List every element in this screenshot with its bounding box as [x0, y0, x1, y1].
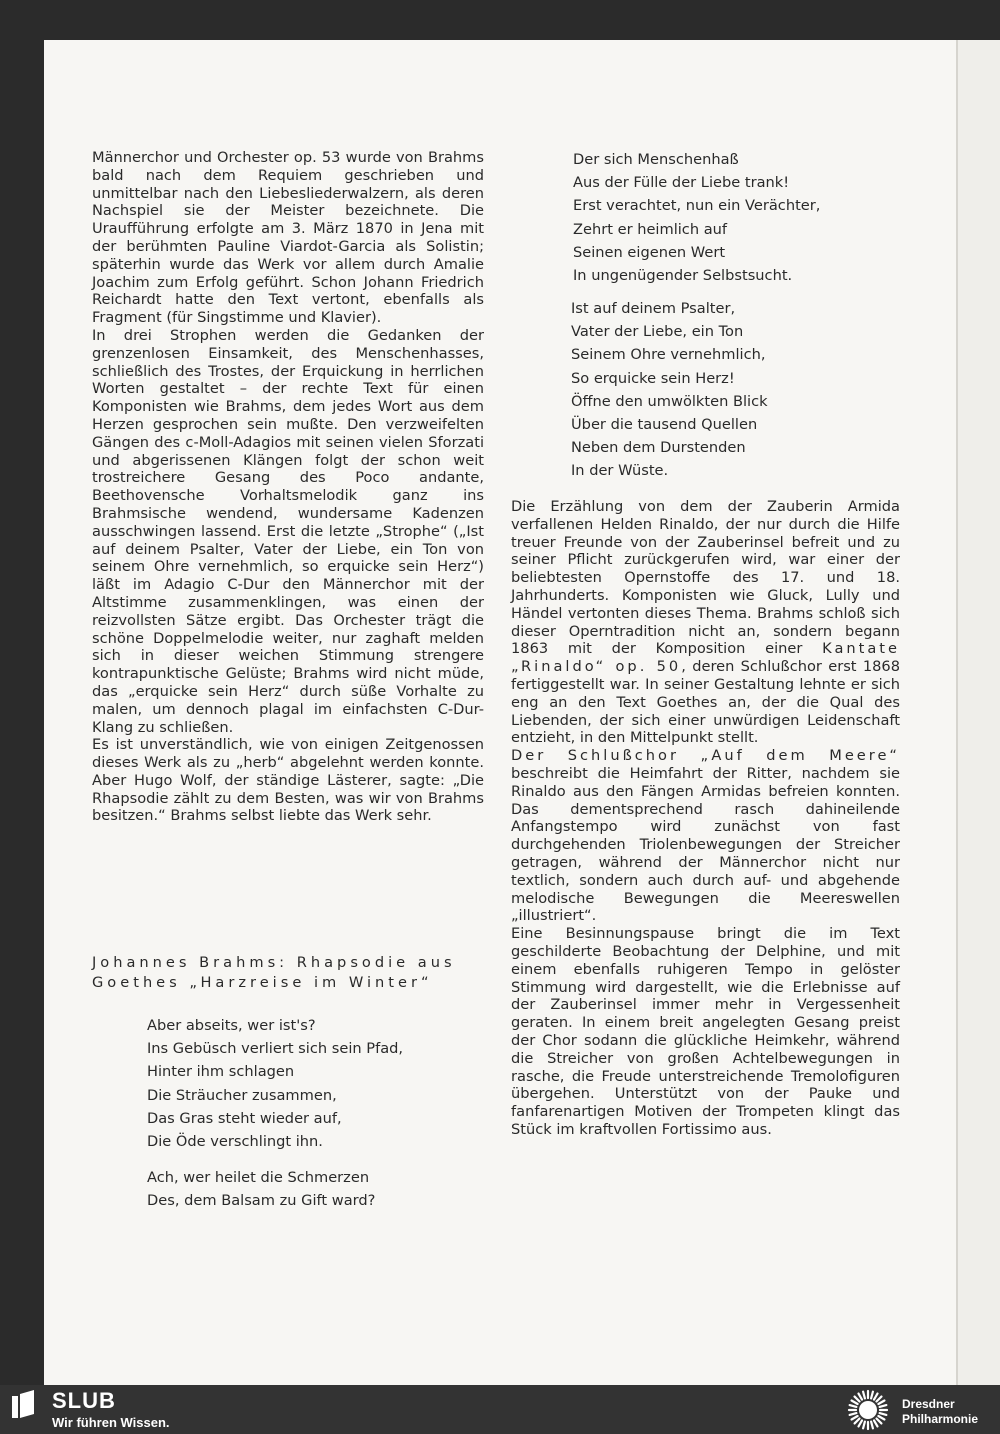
poem-stanza	[571, 297, 768, 483]
slub-tagline: Wir führen Wissen.	[52, 1415, 170, 1430]
poem-line: Ist auf deinem Psalter,	[571, 300, 736, 317]
work-heading	[92, 953, 484, 993]
logo-ray	[871, 1422, 873, 1429]
paragraph-text: , deren Schlußchor erst 1868 fertiggestellt war. In seiner Gestaltung lehnte er sich eng an den Text Goethes an, der die Qual des Liebenden, der sich einer unwürdigen Leidenschaft entzieht, in den Mittelpunkt stellt.	[511, 658, 900, 747]
poem-line: Die Öde verschlingt ihn.	[147, 1133, 323, 1151]
poem-line: Der sich Menschenhaß	[573, 151, 739, 168]
partner-name-line: Philharmonie	[902, 1412, 979, 1426]
logo-ray	[876, 1418, 881, 1423]
poem-stanza	[573, 148, 820, 287]
logo-ray	[878, 1401, 884, 1405]
logo-ray	[850, 1405, 857, 1407]
paragraph-strophen: In drei Strophen werden die Gedanken der grenzenlosen Einsamkeit, des Menschenhasses, schließlich des Trostes, der Erquickung in herrlichen Worten gestaltet – der rechte Text für einen Komponisten wie Brahms, dem jedes Wort aus dem Herzen gesprochen sein mußte. Den verzweifelten Gängen des c-Moll-Adagios mit seinen vielen Sforzati und abgerissenen Klängen folgt der schon weit trostreichere Gesang des Poco andante, Beethovensche Vorhaltsmelodik ganz ins Brahmsische wendend, wundersame Kadenzen ausschwingen lassend. Erst die letzte „Strophe“ („Ist auf deinem Psalter, Vater der Liebe, ein Ton von seinem Ohre vernehmlich, so erquicke sein Herz“) läßt im Adagio C-Dur den Männerchor mit der Altstimme zusammenklingen, was einen der reizvollsten Sätze ergibt. Das Orchester trägt die schöne Doppelmelodie weiter, nur zaghaft melden sich in dieser weichen Stimmung strengere kontrapunktische Gelüste; Brahms wird nicht müde, das „erquicke sein Herz“ durch süße Vorhalte zu malen, um dennoch plagal im einfachsten C-Dur-Klang zu schließen.	[92, 326, 484, 736]
paragraph-text: Die Erzählung von dem der Zauberin Armida verfallenen Helden Rinaldo, der nur durch die Hilfe treuer Freunde von der Zauberinsel befreit und zu seiner Pflicht zurückgerufen wird, war einer der beliebtesten Opernstoffe des 17. und 18. Jahrhunderts. Komponisten wie Gluck, Lully und Händel vertonten dieses Thema. Brahms schloß sich dieser Operntradition nicht an, sondern begann 1863 mit der Komposition einer	[511, 498, 900, 658]
logo-ray	[859, 1420, 863, 1426]
slub-name: SLUB	[52, 1388, 116, 1413]
left-column-text	[92, 149, 484, 825]
poem-line: Über die tausend Quellen	[571, 416, 758, 434]
poem-line: Neben dem Durstenden	[571, 439, 746, 457]
poem-line: Die Sträucher zusammen,	[147, 1086, 337, 1104]
paragraph-reception: Es ist unverständlich, wie von einigen Zeitgenossen dieses Werk als zu „herb“ abgelehnt werden konnte. Aber Hugo Wolf, der ständige Lästerer, sagte: „Die Rhapsodie zählt zu dem Besten, was wir von Brahms besitzen.“ Brahms selbst liebte das Werk sehr.	[92, 736, 484, 825]
logo-ray	[871, 1392, 873, 1399]
poem-line: Aber abseits, wer ist's?	[147, 1017, 316, 1034]
poem-line: Aus der Fülle der Liebe trank!	[573, 174, 790, 192]
logo-ray	[880, 1413, 887, 1415]
logo-ray	[874, 1394, 878, 1400]
logo-ray	[880, 1405, 887, 1407]
logo-ray	[863, 1422, 865, 1429]
slub-logo-icon	[12, 1390, 38, 1420]
poem-line: Ach, wer heilet die Schmerzen	[147, 1169, 370, 1186]
poem-line: Des, dem Balsam zu Gift ward?	[147, 1192, 376, 1210]
poem-line: In der Wüste.	[571, 462, 669, 480]
poem-line: Öffne den umwölkten Blick	[571, 392, 768, 410]
heading-line: Goethes „Harzreise im Winter“	[92, 974, 433, 991]
logo-ray	[876, 1397, 881, 1402]
poem-line: Erst verachtet, nun ein Verächter,	[573, 197, 821, 215]
logo-ray	[852, 1401, 858, 1405]
poem-line: Seinen eigenen Wert	[573, 243, 726, 261]
poem-line: Zehrt er heimlich auf	[573, 220, 728, 238]
paragraph-text: beschreibt die Heimfahrt der Ritter, nachdem sie Rinaldo aus den Fängen Armidas befreien konnten. Das dementsprechend rasch dahineilende Anfangstempo wird zunächst von fast durchgehenden Triolenbewegungen der Streicher getragen, während der Männerchor nicht nur textlich, sondern auch durch auf- und abgehende melodische Bewegungen die Meereswellen „illustriert“.	[511, 764, 900, 925]
heading-line: Johannes Brahms: Rhapsodie aus	[92, 954, 456, 971]
paragraph-rinaldo	[511, 498, 900, 747]
logo-ray	[855, 1397, 860, 1402]
spaced-title: Kantate „Rinaldo“ op. 50	[511, 640, 901, 676]
poem-line: Seinem Ohre vernehmlich,	[571, 346, 766, 364]
poem-stanza	[147, 1166, 375, 1212]
poem-line: Hinter ihm schlagen	[147, 1063, 295, 1081]
paragraph-intro: Männerchor und Orchester op. 53 wurde von Brahms bald nach dem Requiem geschrieben und unmittelbar nach den Liebesliederwalzern, als deren Nachspiel sie der Meister bezeichnete. Die Uraufführung erfolgte am 3. März 1870 in Jena mit der berühmten Pauline Viardot-Garcia als Solistin; späterhin wurde das Werk vor allem durch Amalie Joachim zum Erfolg geführt. Schon Johann Friedrich Reichardt hatte den Text vertont, ebenfalls als Fragment (für Singstimme und Klavier).	[92, 149, 484, 327]
logo-ray	[863, 1392, 865, 1399]
spaced-title: Der Schlußchor „Auf dem Meere“	[511, 747, 900, 765]
poem-line: Ins Gebüsch verliert sich sein Pfad,	[147, 1040, 404, 1058]
logo-ray	[855, 1418, 860, 1423]
logo-ray	[850, 1413, 857, 1415]
poem-stanza	[147, 1014, 403, 1153]
poem-line: Das Gras steht wieder auf,	[147, 1109, 342, 1127]
logo-ray	[874, 1420, 878, 1426]
dresdner-philharmonie-logo-icon	[842, 1388, 894, 1432]
poem-line: Vater der Liebe, ein Ton	[571, 323, 744, 341]
logo-ray	[852, 1416, 858, 1420]
logo-ray	[878, 1416, 884, 1420]
poem-line: In ungenügender Selbstsucht.	[573, 267, 793, 285]
facing-page-edge	[956, 40, 1000, 1385]
page-fold	[956, 40, 958, 1385]
logo-ray	[859, 1394, 863, 1400]
paragraph-schlusschor	[511, 747, 900, 925]
poem-line: So erquicke sein Herz!	[571, 369, 735, 387]
paragraph-besinnung: Eine Besinnungspause bringt die im Text geschilderte Beobachtung der Delphine, und mit einem ebenfalls ruhigeren Tempo in gelöster Stimmung wird dargestellt, wie die Erlebnisse auf der Zauberinsel immer mehr in Vergessenheit geraten. In einem breit angelegten Gesang preist der Chor sodann die glückliche Heimkehr, während die Streicher von großen Achtelbewegungen in rasche, die Freude unterstreichende Tremolofiguren übergehen. Unterstützt von der Pauke und fanfarenartigen Motiven der Trompeten klingt das Stück im kraftvollen Fortissimo aus.	[511, 925, 900, 1138]
right-column-text	[511, 498, 900, 1139]
partner-name-line: Dresdner	[902, 1397, 955, 1411]
